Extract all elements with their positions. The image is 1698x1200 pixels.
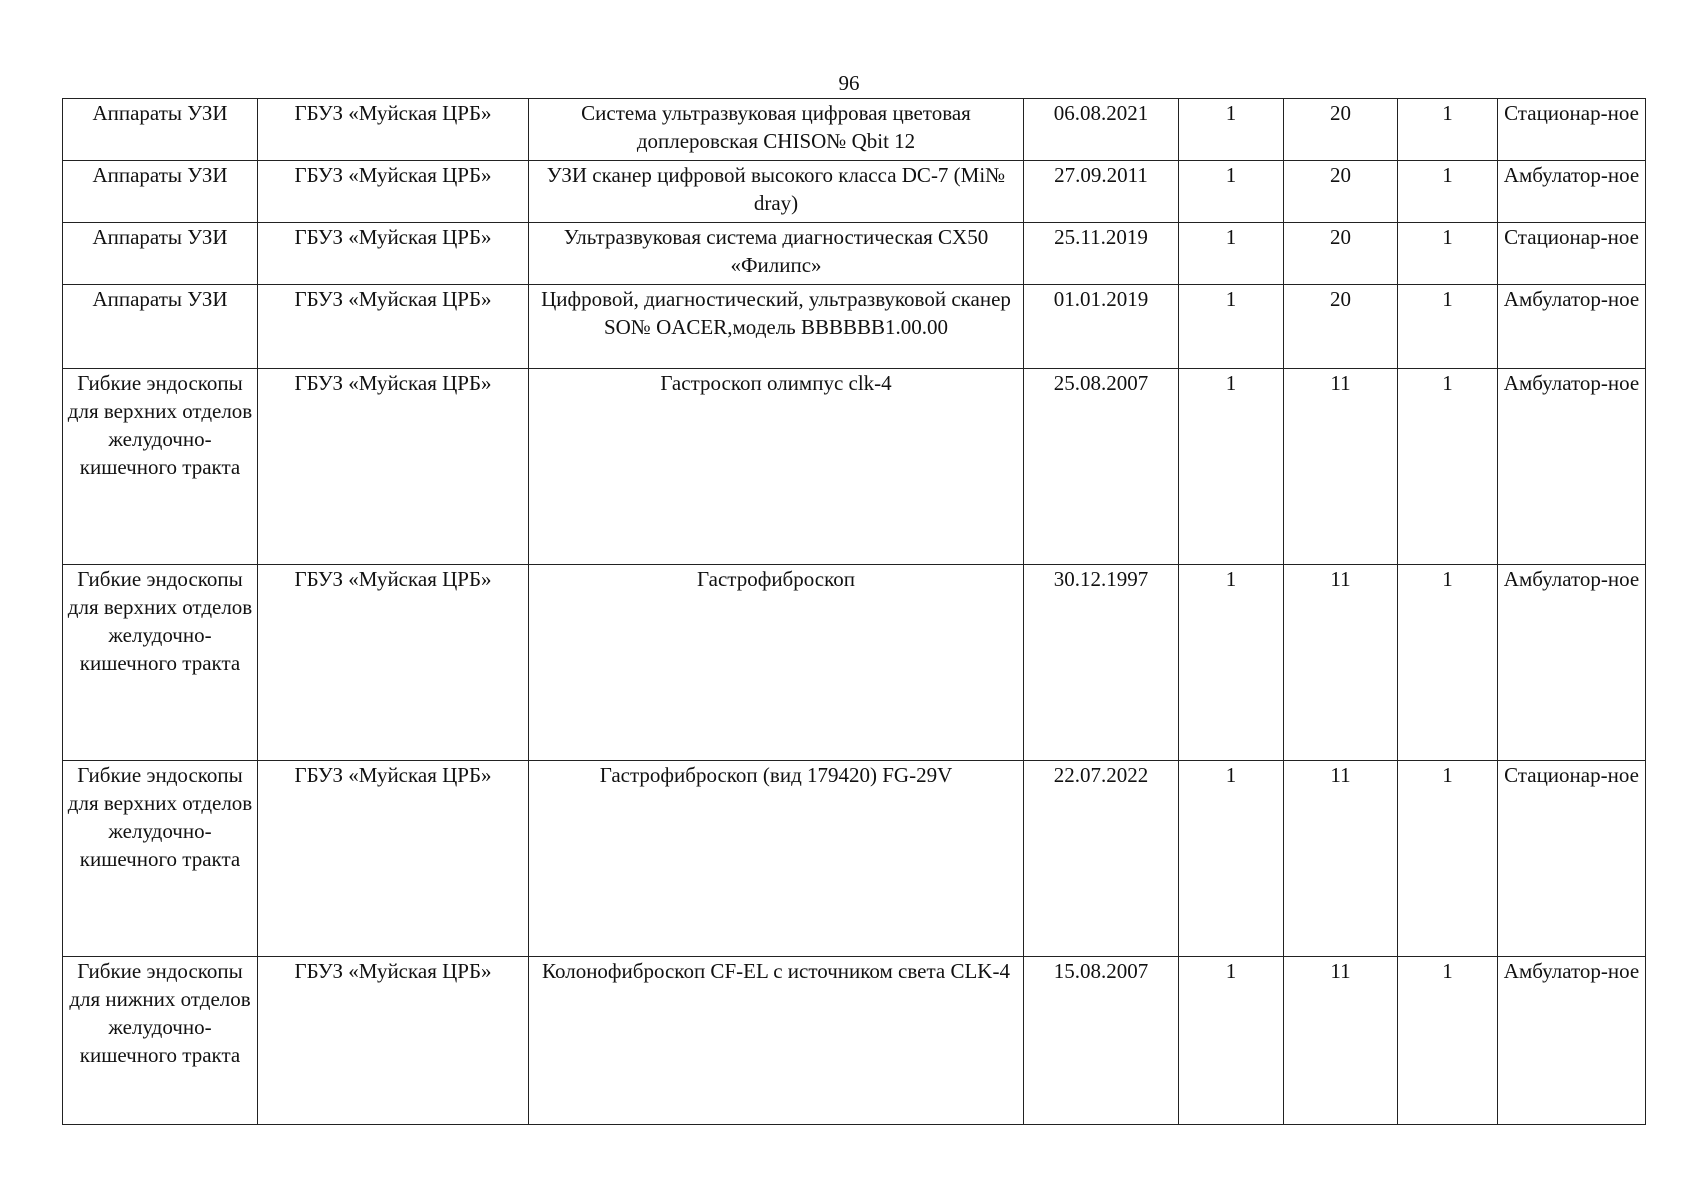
cell-condition: Амбулатор-ное [1498,369,1646,565]
cell-count: 1 [1398,99,1498,161]
cell-date: 01.01.2019 [1024,285,1179,369]
cell-condition: Амбулатор-ное [1498,285,1646,369]
cell-equipment-type: Гибкие эндоскопы для верхних отделов желудочно-кишечного тракта [63,761,258,957]
table-row [63,161,1646,223]
cell-equipment-name: Гастрофиброскоп [529,565,1024,761]
cell-organization: ГБУЗ «Муйская ЦРБ» [258,223,529,285]
cell-number: 20 [1284,161,1398,223]
cell-date: 25.11.2019 [1024,223,1179,285]
cell-number: 20 [1284,99,1398,161]
cell-equipment-name: Гастроскоп олимпус clk-4 [529,369,1024,565]
cell-quantity: 1 [1179,957,1284,1125]
cell-condition: Стационар-ное [1498,99,1646,161]
cell-equipment-name: Колонофиброскоп CF-EL с источником света CLK-4 [529,957,1024,1125]
cell-date: 06.08.2021 [1024,99,1179,161]
cell-count: 1 [1398,161,1498,223]
cell-equipment-type: Аппараты УЗИ [63,285,258,369]
cell-equipment-name: Система ультразвуковая цифровая цветовая доплеровская CHISO№ Qbit 12 [529,99,1024,161]
cell-quantity: 1 [1179,223,1284,285]
cell-equipment-type: Гибкие эндоскопы для верхних отделов желудочно-кишечного тракта [63,565,258,761]
cell-number: 20 [1284,285,1398,369]
table-row [63,223,1646,285]
cell-equipment-type: Аппараты УЗИ [63,99,258,161]
cell-organization: ГБУЗ «Муйская ЦРБ» [258,761,529,957]
cell-organization: ГБУЗ «Муйская ЦРБ» [258,565,529,761]
cell-date: 25.08.2007 [1024,369,1179,565]
cell-organization: ГБУЗ «Муйская ЦРБ» [258,369,529,565]
cell-equipment-type: Аппараты УЗИ [63,223,258,285]
cell-condition: Амбулатор-ное [1498,161,1646,223]
cell-date: 15.08.2007 [1024,957,1179,1125]
cell-number: 11 [1284,761,1398,957]
cell-quantity: 1 [1179,99,1284,161]
cell-condition: Амбулатор-ное [1498,957,1646,1125]
cell-condition: Стационар-ное [1498,761,1646,957]
cell-equipment-type: Аппараты УЗИ [63,161,258,223]
cell-condition: Амбулатор-ное [1498,565,1646,761]
cell-organization: ГБУЗ «Муйская ЦРБ» [258,99,529,161]
cell-equipment-type: Гибкие эндоскопы для нижних отделов желудочно-кишечного тракта [63,957,258,1125]
cell-condition: Стационар-ное [1498,223,1646,285]
cell-count: 1 [1398,223,1498,285]
cell-organization: ГБУЗ «Муйская ЦРБ» [258,161,529,223]
cell-quantity: 1 [1179,369,1284,565]
cell-quantity: 1 [1179,285,1284,369]
cell-equipment-name: Гастрофиброскоп (вид 179420) FG-29V [529,761,1024,957]
cell-quantity: 1 [1179,761,1284,957]
cell-date: 27.09.2011 [1024,161,1179,223]
cell-number: 20 [1284,223,1398,285]
table-row [63,99,1646,161]
cell-equipment-name: Цифровой, диагностический, ультразвуковой сканер SO№ OACER,модель BBBBBB1.00.00 [529,285,1024,369]
cell-equipment-name: УЗИ сканер цифровой высокого класса DC-7 (Mi№ dray) [529,161,1024,223]
cell-equipment-type: Гибкие эндоскопы для верхних отделов желудочно-кишечного тракта [63,369,258,565]
cell-count: 1 [1398,565,1498,761]
cell-number: 11 [1284,957,1398,1125]
cell-quantity: 1 [1179,565,1284,761]
table-row [63,957,1646,1125]
equipment-table [62,98,1646,1125]
table-row [63,565,1646,761]
cell-organization: ГБУЗ «Муйская ЦРБ» [258,957,529,1125]
cell-count: 1 [1398,957,1498,1125]
cell-count: 1 [1398,369,1498,565]
cell-organization: ГБУЗ «Муйская ЦРБ» [258,285,529,369]
cell-date: 22.07.2022 [1024,761,1179,957]
page-number: 96 [838,71,860,95]
table-row [63,369,1646,565]
cell-number: 11 [1284,565,1398,761]
cell-count: 1 [1398,285,1498,369]
table-row [63,761,1646,957]
cell-date: 30.12.1997 [1024,565,1179,761]
table-row [63,285,1646,369]
cell-quantity: 1 [1179,161,1284,223]
cell-count: 1 [1398,761,1498,957]
cell-equipment-name: Ультразвуковая система диагностическая CX50 «Филипс» [529,223,1024,285]
cell-number: 11 [1284,369,1398,565]
